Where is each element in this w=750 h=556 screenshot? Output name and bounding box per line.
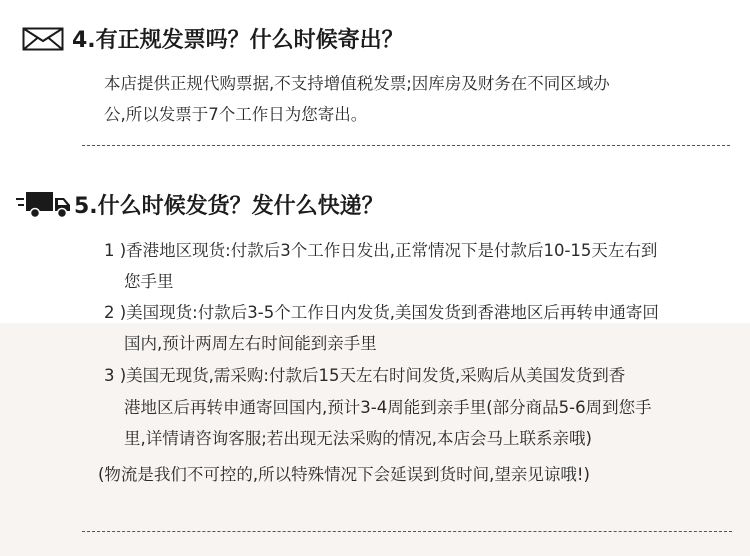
item-2-line-2: 国内,预计两周左右时间能到亲手里 (124, 334, 377, 353)
item-2-line-1: 2 )美国现货:付款后3-5个工作日内发货,美国发货到香港地区后再转申通寄回 (104, 303, 659, 322)
section-4-title: 有正规发票吗？什么时候寄出？ (95, 28, 404, 53)
divider-2 (82, 531, 732, 532)
item-1-line-1: 1 )香港地区现货:付款后3个工作日发出,正常情况下是付款后10-15天左右到 (104, 241, 658, 260)
item-1-line-2: 您手里 (124, 272, 174, 291)
section-4-line-1: 本店提供正规代购票据,不支持增值税发票;因库房及财务在不同区域办 (104, 74, 610, 93)
item-3-line-1: 3 )美国无现货,需采购:付款后15天左右时间发货,采购后从美国发货到香 (104, 366, 626, 385)
divider-1 (82, 145, 730, 146)
section-5-heading (74, 194, 384, 220)
section-5-number: 5. (74, 194, 98, 219)
item-3-line-2: 港地区后再转申通寄回国内,预计3-4周能到亲手里(部分商品5-6周到您手 (124, 398, 652, 417)
section-4-heading (72, 28, 404, 54)
section-4-number: 4. (72, 28, 96, 53)
section-5-title: 什么时候发货？发什么快递？ (97, 194, 384, 219)
logistics-note: (物流是我们不可控的,所以特殊情况下会延误到货时间,望亲见谅哦!) (98, 465, 590, 484)
section-4-line-2: 公,所以发票于7个工作日为您寄出。 (104, 105, 368, 124)
item-3-line-3: 里,详情请咨询客服;若出现无法采购的情况,本店会马上联系亲哦) (124, 429, 592, 448)
envelope-icon (22, 27, 64, 51)
delivery-truck-icon (16, 190, 72, 220)
